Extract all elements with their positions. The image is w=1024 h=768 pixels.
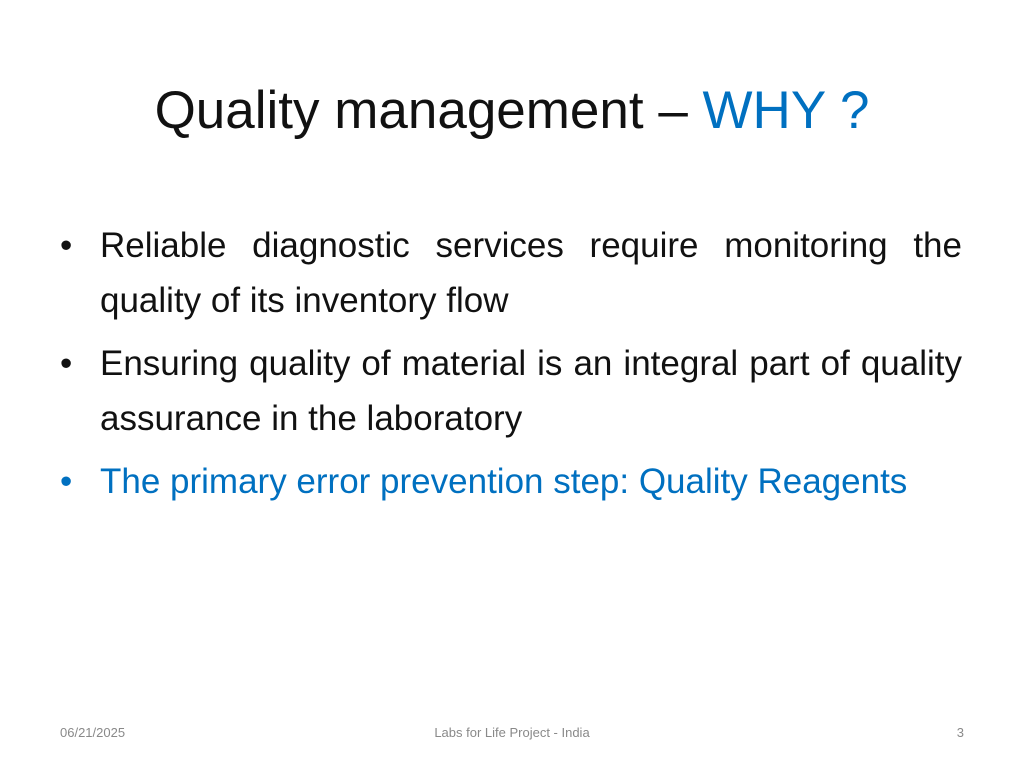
- page-number: 3: [956, 725, 964, 740]
- title-accent: WHY ?: [702, 81, 870, 140]
- bullet-list: [60, 218, 962, 517]
- bullet-item: [60, 218, 962, 328]
- footer-date: 06/21/2025: [60, 725, 126, 740]
- slide-title: [0, 78, 1024, 144]
- bullet-marker: •: [60, 344, 73, 383]
- bullet-marker: •: [60, 226, 73, 265]
- bullet-item: [60, 336, 962, 446]
- footer-title: Labs for Life Project - India: [434, 725, 590, 740]
- bullet-text: Ensuring quality of material is an integral part of quality assurance in the laboratory: [100, 344, 962, 438]
- title-main: Quality management –: [154, 81, 703, 140]
- bullet-text: The primary error prevention step: Quality Reagents: [100, 462, 908, 501]
- bullet-item-highlight: [60, 454, 962, 509]
- bullet-text: Reliable diagnostic services require monitoring the quality of its inventory flow: [100, 226, 962, 320]
- bullet-marker: •: [60, 462, 73, 501]
